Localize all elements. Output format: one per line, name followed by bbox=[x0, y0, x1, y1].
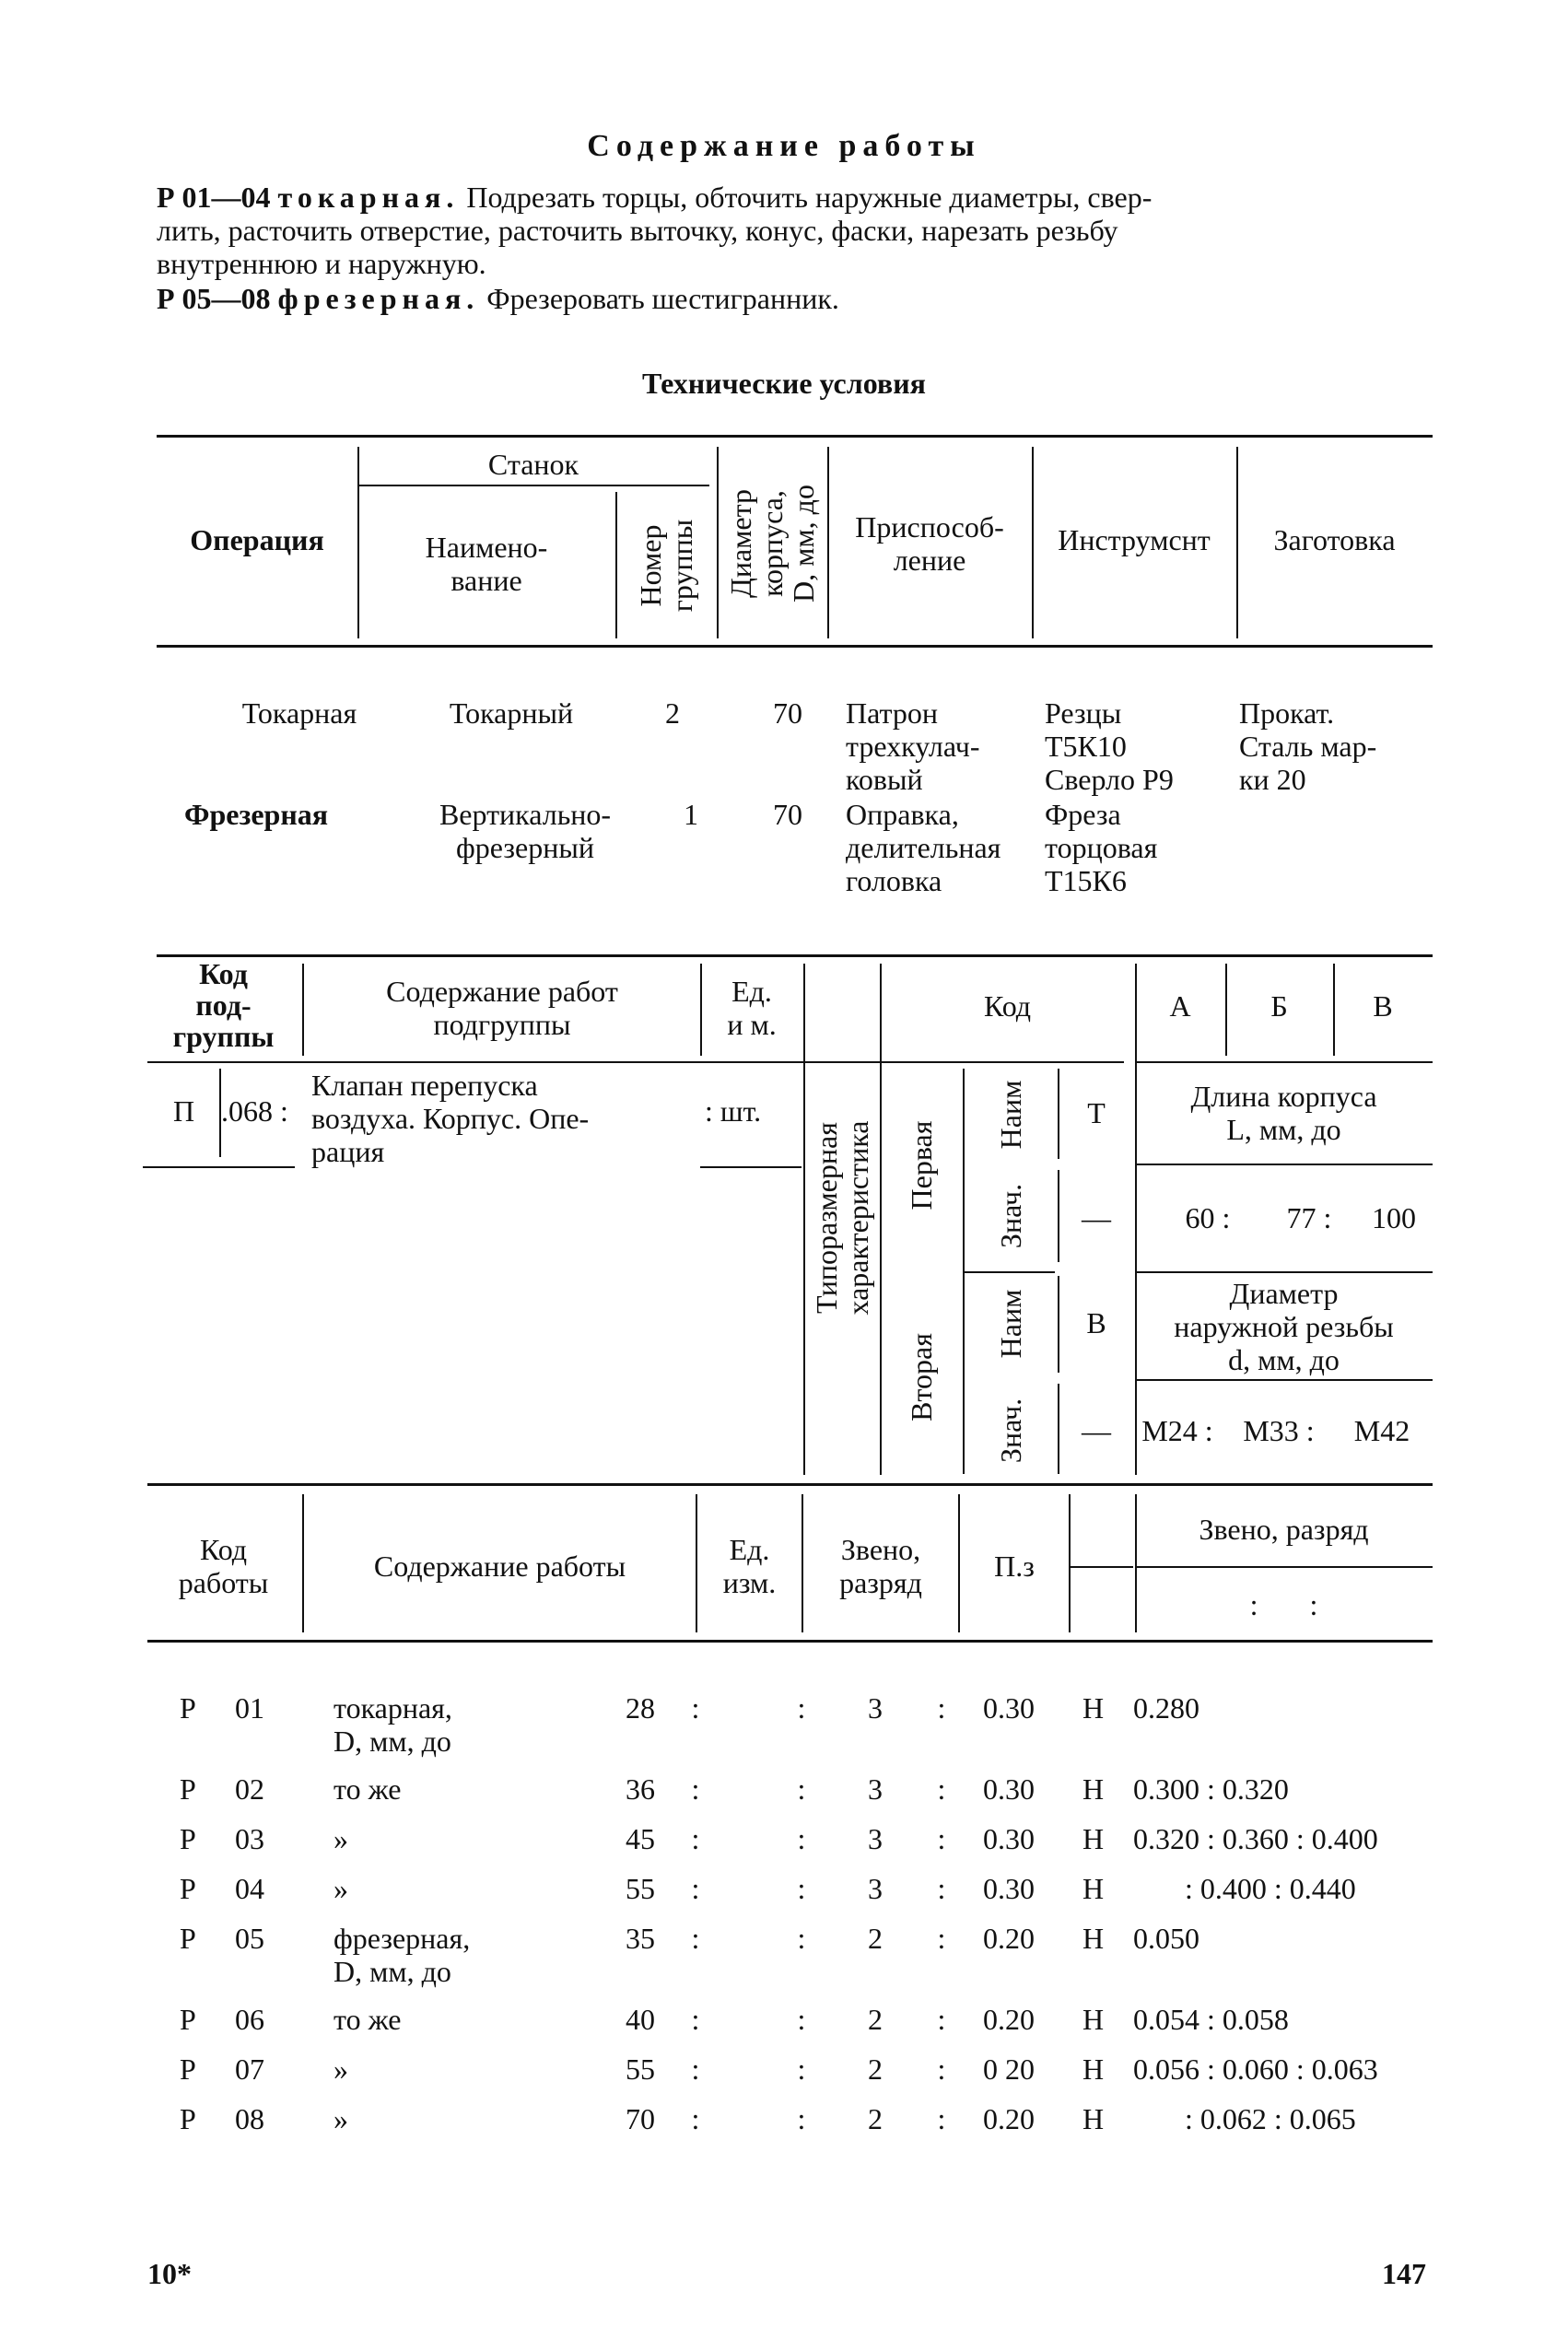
col-subgroup-code: Код под- группы bbox=[172, 957, 275, 1053]
row-diameter: 28 bbox=[626, 1691, 655, 1725]
col-pz: П.з bbox=[994, 1550, 1035, 1583]
rule bbox=[717, 447, 719, 638]
row-colon: : bbox=[797, 2052, 806, 2086]
row-colon: : bbox=[691, 1872, 700, 1905]
tech-conditions-title: Технические условия bbox=[642, 367, 926, 400]
row-content: » bbox=[333, 2102, 348, 2135]
rule bbox=[1135, 1164, 1433, 1165]
row-colon: : bbox=[691, 2102, 700, 2135]
row-diameter: 55 bbox=[626, 1872, 655, 1905]
rule bbox=[147, 1483, 1433, 1486]
col-work-link: Звено, разряд bbox=[839, 1533, 922, 1599]
row-colon: : bbox=[797, 1772, 806, 1806]
col-a: А bbox=[1169, 989, 1191, 1023]
row-norm-letter: Н bbox=[1082, 2052, 1105, 2086]
row-colon: : bbox=[797, 1872, 806, 1905]
row-content: фрезерная, D, мм, до bbox=[333, 1922, 471, 1988]
rule bbox=[1135, 1379, 1433, 1381]
col-group-no: Номер группы bbox=[634, 519, 698, 613]
first-value-a: 60 : bbox=[1185, 1201, 1231, 1234]
subgroup-code-number: .068 : bbox=[221, 1094, 288, 1128]
row-code-number: 07 bbox=[235, 2052, 264, 2086]
op-desc-text: Подрезать торцы, обточить наружные диаметры, свер- лить, расточить отверстие, расточить выточку, конус, фаски, нарезать резьбу внутреннюю и наружную. bbox=[157, 181, 1153, 280]
row-group: 1 bbox=[684, 798, 698, 831]
row-diameter: 35 bbox=[626, 1922, 655, 1955]
row-code-letter: Р bbox=[180, 1772, 196, 1806]
row-code-letter: Р bbox=[180, 2052, 196, 2086]
row-norms: : 0.062 : 0.065 bbox=[1133, 2102, 1356, 2135]
first-value-label: Знач. bbox=[994, 1183, 1027, 1249]
row-code-number: 04 bbox=[235, 1872, 264, 1905]
col-subgroup-content: Содержание работ подгруппы bbox=[386, 975, 618, 1041]
second-value-a: М24 : bbox=[1141, 1414, 1213, 1447]
row-grade: 3 bbox=[868, 1872, 883, 1905]
col-machine: Станок bbox=[487, 448, 579, 481]
row-content: то же bbox=[333, 2003, 402, 2036]
col-blank: Заготовка bbox=[1273, 523, 1396, 556]
row-tool: Фреза торцовая Т15К6 bbox=[1045, 798, 1158, 897]
col-fixture: Приспособ- ление bbox=[855, 510, 1004, 577]
first-name-label: Наим bbox=[994, 1080, 1027, 1150]
first-value-b: 77 : bbox=[1286, 1201, 1332, 1234]
row-diameter: 36 bbox=[626, 1772, 655, 1806]
second-param: Диаметр наружной резьбы d, мм, до bbox=[1174, 1277, 1394, 1376]
row-norm-letter: Н bbox=[1082, 1922, 1105, 1955]
row-blank: Прокат. Сталь мар- ки 20 bbox=[1239, 696, 1377, 796]
row-norm-letter: Н bbox=[1082, 2003, 1105, 2036]
rule bbox=[803, 964, 805, 1475]
op-desc-kind: фрезерная. bbox=[277, 282, 480, 315]
page-title: Содержание работы bbox=[587, 129, 981, 163]
row-norm-letter: Н bbox=[1082, 1872, 1105, 1905]
row-code-number: 08 bbox=[235, 2102, 264, 2135]
rule bbox=[963, 1069, 965, 1474]
row-colon: : bbox=[937, 1772, 946, 1806]
row-operation: Токарная bbox=[241, 696, 357, 730]
row-norms: : 0.400 : 0.440 bbox=[1133, 1872, 1356, 1905]
row-norms: 0.056 : 0.060 : 0.063 bbox=[1133, 2052, 1378, 2086]
op-desc-text: Фрезеровать шестигранник. bbox=[486, 282, 839, 315]
col-machine-name: Наимено- вание bbox=[425, 531, 548, 597]
row-content: » bbox=[333, 1872, 348, 1905]
row-norms: 0.300 : 0.320 bbox=[1133, 1772, 1289, 1806]
row-grade: 2 bbox=[868, 2003, 883, 2036]
second-name-code: В bbox=[1086, 1306, 1106, 1339]
row-code-number: 03 bbox=[235, 1822, 264, 1855]
row-diameter: 55 bbox=[626, 2052, 655, 2086]
row-content: » bbox=[333, 2052, 348, 2086]
second-value-b: М33 : bbox=[1243, 1414, 1315, 1447]
row-diameter: 70 bbox=[626, 2102, 655, 2135]
col-tool: Инструмснт bbox=[1058, 523, 1211, 556]
row-grade: 3 bbox=[868, 1822, 883, 1855]
row-pz: 0.20 bbox=[983, 2003, 1035, 2036]
row-diameter: 40 bbox=[626, 2003, 655, 2036]
row-colon: : bbox=[937, 1922, 946, 1955]
row-code-letter: Р bbox=[180, 2003, 196, 2036]
first-value-code: — bbox=[1082, 1201, 1111, 1234]
row-colon: : bbox=[797, 2003, 806, 2036]
row-colon: : bbox=[937, 1822, 946, 1855]
row-code-letter: Р bbox=[180, 2102, 196, 2135]
row-machine-name: Токарный bbox=[449, 696, 574, 730]
row-code-letter: Р bbox=[180, 1872, 196, 1905]
subgroup-content: Клапан перепуска воздуха. Корпус. Опе- рация bbox=[311, 1069, 590, 1168]
row-code-number: 05 bbox=[235, 1922, 264, 1955]
rule bbox=[880, 964, 882, 1475]
row-diameter: 70 bbox=[773, 798, 802, 831]
row-grade: 2 bbox=[868, 1922, 883, 1955]
rule bbox=[963, 1271, 1055, 1273]
rule bbox=[884, 1061, 1124, 1063]
row-norms: 0.054 : 0.058 bbox=[1133, 2003, 1289, 2036]
rule bbox=[1069, 1566, 1133, 1568]
row-colon: : bbox=[691, 2052, 700, 2086]
rule bbox=[1135, 964, 1137, 1475]
second-value-code: — bbox=[1082, 1414, 1111, 1447]
col-work-link2-colons: : : bbox=[1249, 1588, 1318, 1621]
row-pz: 0.30 bbox=[983, 1872, 1035, 1905]
row-grade: 3 bbox=[868, 1691, 883, 1725]
row-colon: : bbox=[797, 1822, 806, 1855]
rule bbox=[1135, 1271, 1433, 1273]
row-pz: 0 20 bbox=[983, 2052, 1035, 2086]
rule bbox=[302, 964, 304, 1056]
rule bbox=[1135, 1061, 1433, 1063]
footer-signature-mark: 10* bbox=[147, 2257, 192, 2290]
row-colon: : bbox=[937, 1872, 946, 1905]
row-colon: : bbox=[797, 1922, 806, 1955]
rule bbox=[157, 645, 1433, 648]
row-norm-letter: Н bbox=[1082, 1691, 1105, 1725]
row-group: 2 bbox=[665, 696, 680, 730]
col-typesize: Типоразмерная характеристика bbox=[810, 1120, 874, 1316]
rule bbox=[157, 435, 1433, 438]
row-colon: : bbox=[691, 2003, 700, 2036]
row-code-number: 02 bbox=[235, 1772, 264, 1806]
rule bbox=[1069, 1494, 1071, 1632]
rule bbox=[357, 485, 709, 486]
row-colon: : bbox=[797, 2102, 806, 2135]
col-work-code: Код работы bbox=[178, 1533, 269, 1599]
col-work-link2: Звено, разряд bbox=[1199, 1513, 1369, 1546]
row-grade: 2 bbox=[868, 2102, 883, 2135]
row-colon: : bbox=[691, 1772, 700, 1806]
row-content: то же bbox=[333, 1772, 402, 1806]
second-label: Вторая bbox=[905, 1333, 938, 1421]
op-desc-code: Р 05—08 bbox=[157, 282, 271, 315]
row-norms: 0.320 : 0.360 : 0.400 bbox=[1133, 1822, 1378, 1855]
rule bbox=[143, 1166, 295, 1168]
row-colon: : bbox=[937, 1691, 946, 1725]
first-label: Первая bbox=[905, 1120, 938, 1210]
rule bbox=[700, 1166, 802, 1168]
row-colon: : bbox=[691, 1922, 700, 1955]
col-operation: Операция bbox=[190, 523, 324, 556]
col-work-unit: Ед. изм. bbox=[722, 1533, 777, 1599]
row-content: » bbox=[333, 1822, 348, 1855]
rule bbox=[147, 1640, 1433, 1643]
first-param: Длина корпуса L, мм, до bbox=[1190, 1080, 1377, 1146]
subgroup-unit: : шт. bbox=[705, 1094, 762, 1128]
second-value-label: Знач. bbox=[994, 1398, 1027, 1464]
second-value-v: М42 bbox=[1353, 1414, 1410, 1447]
row-diameter: 70 bbox=[773, 696, 802, 730]
row-norms: 0.050 bbox=[1133, 1922, 1199, 1955]
row-pz: 0.30 bbox=[983, 1772, 1035, 1806]
row-norm-letter: Н bbox=[1082, 1822, 1105, 1855]
row-fixture: Оправка, делительная головка bbox=[846, 798, 1001, 897]
row-code-number: 06 bbox=[235, 2003, 264, 2036]
rule bbox=[615, 492, 617, 638]
col-work-content: Содержание работы bbox=[373, 1550, 626, 1583]
col-v: В bbox=[1373, 989, 1393, 1023]
row-diameter: 45 bbox=[626, 1822, 655, 1855]
page-number: 147 bbox=[1382, 2257, 1426, 2290]
op-desc-milling bbox=[157, 282, 1446, 315]
op-desc-turning bbox=[157, 181, 1446, 280]
rule bbox=[157, 954, 1433, 957]
row-code-number: 01 bbox=[235, 1691, 264, 1725]
row-colon: : bbox=[937, 2052, 946, 2086]
col-subgroup-unit: Ед. и м. bbox=[727, 975, 777, 1041]
row-fixture: Патрон трехкулач- ковый bbox=[846, 696, 980, 796]
second-name-label: Наим bbox=[994, 1289, 1027, 1359]
row-machine-name: Вертикально- фрезерный bbox=[439, 798, 612, 864]
rule bbox=[147, 1061, 894, 1063]
op-desc-code: Р 01—04 bbox=[157, 181, 271, 214]
row-tool: Резцы Т5К10 Сверло Р9 bbox=[1045, 696, 1174, 796]
row-norm-letter: Н bbox=[1082, 2102, 1105, 2135]
first-name-code: Т bbox=[1087, 1096, 1106, 1129]
row-code-letter: Р bbox=[180, 1822, 196, 1855]
row-colon: : bbox=[937, 2003, 946, 2036]
row-pz: 0.20 bbox=[983, 2102, 1035, 2135]
col-diameter: Диаметр корпуса, D, мм, до bbox=[724, 485, 820, 602]
row-pz: 0.30 bbox=[983, 1691, 1035, 1725]
row-grade: 2 bbox=[868, 2052, 883, 2086]
subgroup-code-letter: П bbox=[173, 1094, 195, 1128]
row-pz: 0.30 bbox=[983, 1822, 1035, 1855]
row-colon: : bbox=[797, 1691, 806, 1725]
row-code-letter: Р bbox=[180, 1691, 196, 1725]
row-content: токарная, D, мм, до bbox=[333, 1691, 452, 1758]
row-colon: : bbox=[691, 1691, 700, 1725]
row-colon: : bbox=[937, 2102, 946, 2135]
row-norm-letter: Н bbox=[1082, 1772, 1105, 1806]
op-desc-kind: токарная. bbox=[277, 181, 460, 214]
col-b: Б bbox=[1270, 989, 1288, 1023]
row-pz: 0.20 bbox=[983, 1922, 1035, 1955]
row-norms: 0.280 bbox=[1133, 1691, 1199, 1725]
row-colon: : bbox=[691, 1822, 700, 1855]
row-operation: Фрезерная bbox=[184, 798, 329, 831]
row-code-letter: Р bbox=[180, 1922, 196, 1955]
col-kod: Код bbox=[983, 989, 1032, 1023]
row-grade: 3 bbox=[868, 1772, 883, 1806]
rule bbox=[1135, 1566, 1433, 1568]
first-value-v: 100 bbox=[1372, 1201, 1416, 1234]
